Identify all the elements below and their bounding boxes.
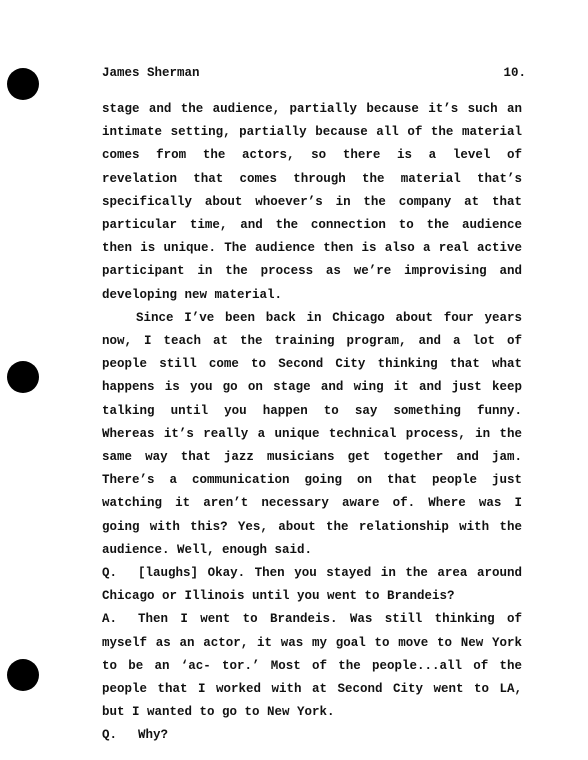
transcript-body [102,98,522,748]
paragraph-text: Since I’ve been back in Chicago about four years now, I teach at the training program, and a lot of people still come to Second City thinking that what happens is you go on stage and wing it and just keep talking until you happen to say something funny. Whereas it’s really a unique technical process, in the same way that jazz musicians get together and jam. There’s a communication going on that people just watching it aren’t necessary aware of. Where was I going with this? Yes, about the relationship with the audience. Well, enough said. [102,310,522,557]
question-paragraph [102,562,522,608]
binder-hole [7,659,39,691]
paragraph [102,307,522,562]
paragraph-text: Then I went to Brandeis. Was still thinking of myself as an actor, it was my goal to move to New York to be an ‘ac- tor.’ Most of the people...all of the people that I worked with at Second City went to LA, but I wanted to go to New York. [102,612,522,720]
answer-paragraph [102,608,522,724]
narrator-name: James Sherman [102,66,200,80]
page-number: 10. [503,66,526,80]
speaker-marker: A. [102,612,118,627]
paragraph-text: stage and the audience, partially because it’s such an intimate setting, partially because all of the material comes from the actors, so there is a level of revelation that comes through the material that’s specifically about whoever’s in the company at that particular time, and the connection to the audience then is unique. The audience then is also a real active participant in the process as we’re improvising and developing new material. [102,102,522,302]
paragraph-text: Why? [138,728,169,743]
speaker-marker: Q. [102,728,118,743]
paragraph-text: [laughs] Okay. Then you stayed in the area around Chicago or Illinois until you went to Brandeis? [102,566,522,604]
question-paragraph [102,724,522,747]
speaker-marker: Q. [102,566,118,581]
binder-hole [7,68,39,100]
binder-hole [7,361,39,393]
paragraph [102,98,522,307]
